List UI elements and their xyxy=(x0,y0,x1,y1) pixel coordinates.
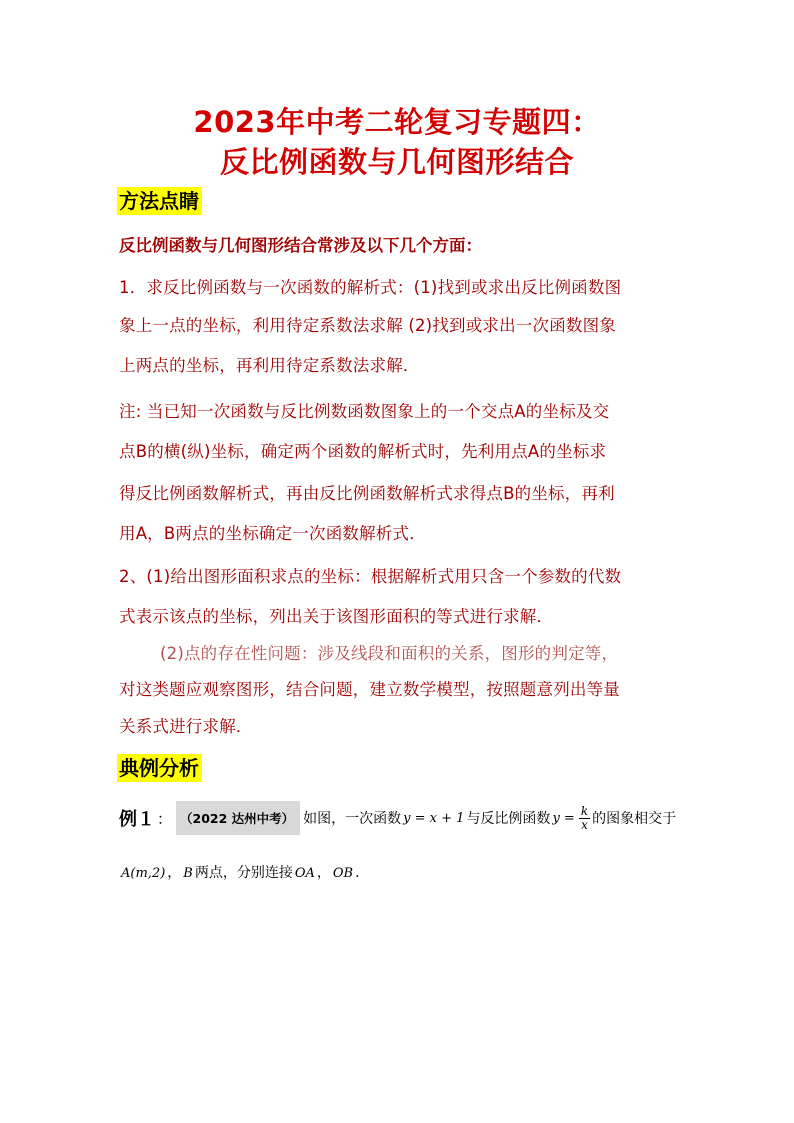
point-b: B xyxy=(183,866,193,881)
body-line: 上两点的坐标，再利用待定系数法求解． xyxy=(119,356,420,375)
example-text: 两点，分别连接 xyxy=(194,865,293,881)
source-tag: （2022 达州中考） xyxy=(176,801,300,835)
body-line: 象上一点的坐标，利用待定系数法求解 (2)找到或求出一次函数图象 xyxy=(119,316,617,335)
example-text: 如图，一次函数 xyxy=(303,811,402,827)
body-line: 用A，B两点的坐标确定一次函数解析式． xyxy=(119,524,426,543)
section-heading-method: 方法点睛 xyxy=(117,187,202,215)
title-line-2: 反比例函数与几何图形结合 xyxy=(219,145,574,179)
example-1-line-2 xyxy=(119,862,369,882)
section-heading-examples: 典例分析 xyxy=(117,754,202,782)
body-line: 2、(1)给出图形面积求点的坐标：根据解析式用只含一个参数的代数 xyxy=(119,567,622,586)
example-label: 例１ xyxy=(119,809,155,830)
linear-function-expr: y = x + 1 xyxy=(403,810,465,826)
body-line-note: 注: 当已知一次函数与反比例数函数图象上的一个交点A的坐标及交 xyxy=(119,402,610,421)
body-line: 式表示该点的坐标，列出关于该图形面积的等式进行求解． xyxy=(119,607,554,626)
body-line: 点B的横(纵)坐标，确定两个函数的解析式时，先利用点A的坐标求 xyxy=(119,442,607,461)
example-1-line-1 xyxy=(119,801,676,835)
segment-oa: OA xyxy=(294,866,315,881)
separator: ， xyxy=(316,865,331,881)
body-line: 关系式进行求解． xyxy=(119,717,253,736)
subheading: 反比例函数与几何图形结合常涉及以下几个方面： xyxy=(119,236,482,255)
title-line-1: 2023年中考二轮复习专题四： xyxy=(193,105,601,139)
fraction-numerator: k xyxy=(580,803,589,818)
body-line: 对这类题应观察图形，结合问题，建立数学模型，按照题意列出等量 xyxy=(119,680,620,699)
inverse-function-lhs: y = xyxy=(552,810,575,826)
body-line: 得反比例函数解析式，再由反比例函数解析式求得点B的坐标，再利 xyxy=(119,484,615,503)
fraction-denominator: x xyxy=(581,817,588,832)
segment-ob: OB xyxy=(332,866,354,881)
point-a: A(m,2) xyxy=(121,866,166,881)
example-text: 的图象相交于 xyxy=(592,811,677,827)
body-line-indented: (2)点的存在性问题：涉及线段和面积的关系，图形的判定等， xyxy=(160,644,619,663)
example-colon: ： xyxy=(157,809,173,828)
period: ． xyxy=(355,865,370,881)
fraction-k-over-x xyxy=(579,805,590,832)
separator: ， xyxy=(167,865,182,881)
body-line: 1．求反比例函数与一次函数的解析式：(1)找到或求出反比例函数图 xyxy=(119,278,622,297)
example-text: 与反比例函数 xyxy=(466,811,551,827)
